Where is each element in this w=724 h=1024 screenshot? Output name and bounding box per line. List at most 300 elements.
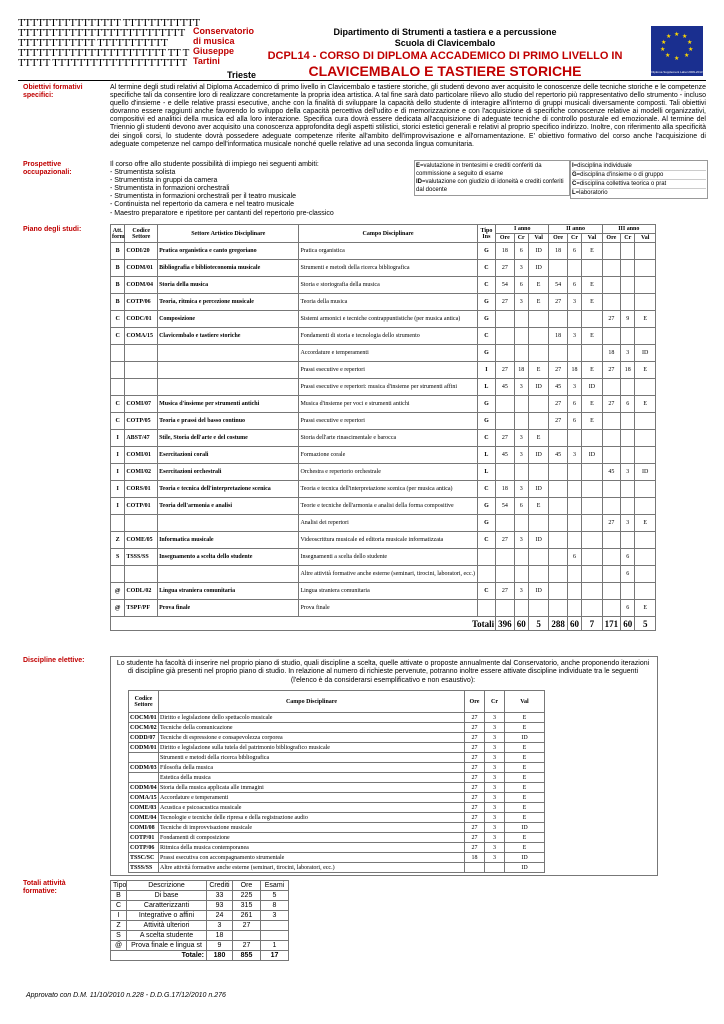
elective-campo: Acustica e psicoacustica musicale [159, 803, 465, 813]
plan-row [111, 464, 656, 481]
ore: 27 [602, 311, 620, 328]
elective-code: CODM/04 [130, 784, 157, 791]
cr [621, 447, 635, 464]
sector-name: Teoria e tecnica dell'interpretazione scenica [158, 481, 299, 498]
sector-name: Insegnamento a scelta dello studente [158, 549, 299, 566]
val: ID [582, 379, 602, 396]
elective-cr: 3 [485, 853, 505, 863]
cr: 18 [567, 362, 581, 379]
elective-campo: Ritmica della musica contemporanea [159, 843, 465, 853]
elective-row [129, 863, 545, 873]
cr [621, 294, 635, 311]
elective-campo: Fondamenti di composizione [159, 833, 465, 843]
val [635, 566, 656, 583]
cr: 6 [621, 549, 635, 566]
ore [496, 549, 514, 566]
cr [621, 260, 635, 277]
sector-name: Musica d'insieme per strumenti antichi [158, 396, 299, 413]
elective-ore [465, 863, 485, 873]
sector-code: COTP/06 [125, 294, 158, 311]
totals-ore: 855 [233, 951, 261, 961]
val [582, 481, 602, 498]
ore [549, 260, 567, 277]
ore [602, 532, 620, 549]
totals-crediti: 93 [207, 901, 233, 911]
tipo: G [477, 311, 495, 328]
sector-code [125, 515, 158, 532]
ore: 27 [496, 260, 514, 277]
elective-ore: 27 [465, 843, 485, 853]
total-value: 288 [549, 617, 567, 631]
val [635, 481, 656, 498]
att-form [111, 515, 125, 532]
val: E [582, 243, 602, 260]
val [635, 532, 656, 549]
cr [567, 345, 581, 362]
val [635, 277, 656, 294]
cr: 18 [514, 362, 528, 379]
tipo: C [477, 481, 495, 498]
sector-code: CODM/01 [125, 260, 158, 277]
tipo: C [477, 260, 495, 277]
department-title: Dipartimento di Strumenti a tastiera e a percussione [333, 27, 557, 37]
elective-code [129, 773, 159, 783]
elective-cr: 3 [485, 753, 505, 763]
campo-name: Orchestra e repertorio orchestrale [299, 464, 477, 481]
sector-name: Prova finale [158, 600, 299, 617]
elective-campo: Diritto e legislazione sulla tutela del patrimonio bibliografico musicale [159, 743, 465, 753]
cr [567, 583, 581, 600]
elective-code: COMI/08 [129, 823, 159, 833]
header-val: Val [582, 234, 602, 243]
totals-descrizione: Attività ulteriori [127, 921, 207, 931]
ore [549, 430, 567, 447]
ore: 27 [496, 532, 514, 549]
elective-row [129, 783, 545, 793]
legend-item [572, 171, 706, 180]
cr: 3 [514, 260, 528, 277]
plan-row [111, 277, 656, 294]
ore [496, 328, 514, 345]
elective-row [129, 803, 545, 813]
header-cr: Cr [621, 234, 635, 243]
ore [496, 566, 514, 583]
val: ID [635, 464, 656, 481]
header-cr: Cr [567, 234, 581, 243]
cr: 3 [514, 532, 528, 549]
ore [496, 345, 514, 362]
elective-campo: Prassi esecutiva con accompagnamento strumentale [159, 853, 465, 863]
legend-text: =valutazione in trentesimi e crediti conferiti da commissione a seguito di esame [416, 163, 542, 177]
campo-name: Prassi esecutive e repertori: musica d'insieme per strumenti affini [299, 379, 477, 396]
val [582, 311, 602, 328]
header-year-3: III anno [602, 225, 655, 234]
campo-name: Altre attività formative anche esterne (seminari, tirocini, laboratori, ecc.) [299, 566, 477, 583]
att-form: I [111, 498, 125, 515]
cr: 3 [514, 430, 528, 447]
att-form: @ [111, 583, 125, 600]
header-ore: Ore [465, 691, 485, 713]
val: ID [528, 447, 549, 464]
elective-val: E [505, 783, 545, 793]
cr: 6 [621, 396, 635, 413]
val: E [635, 311, 656, 328]
elective-campo: Accordature e temperamenti [159, 793, 465, 803]
legend-type [570, 160, 708, 199]
plan-row [111, 260, 656, 277]
elective-label: Discipline elettive: [23, 657, 85, 664]
sector-code: CODL/02 [125, 583, 158, 600]
elective-ore: 27 [465, 763, 485, 773]
plan-label: Piano degli studi: [23, 226, 82, 233]
cr: 9 [621, 311, 635, 328]
ore: 18 [549, 243, 567, 260]
conservatorio-line: Conservatorio [193, 26, 255, 36]
val [635, 379, 656, 396]
att-form: B [111, 294, 125, 311]
cr [621, 277, 635, 294]
elective-ore: 27 [465, 833, 485, 843]
ore [602, 566, 620, 583]
val: E [582, 294, 602, 311]
totals-esami: 5 [261, 891, 289, 901]
total-value: 171 [602, 617, 620, 631]
val [582, 464, 602, 481]
legend-item [572, 180, 706, 189]
elective-ore: 27 [465, 803, 485, 813]
tipo [477, 600, 495, 617]
tipo: G [477, 243, 495, 260]
header-cr: Cr [485, 691, 505, 713]
tipo: G [477, 396, 495, 413]
totals-tipo: C [111, 901, 127, 911]
att-form: C [111, 311, 125, 328]
val: E [582, 328, 602, 345]
ore: 45 [549, 447, 567, 464]
ore [549, 464, 567, 481]
elective-code: TSSS/SS [129, 863, 159, 873]
sector-code: CORS/01 [125, 481, 158, 498]
totals-row [111, 891, 289, 901]
elective-ore: 27 [465, 793, 485, 803]
header-ore: Ore [496, 234, 514, 243]
val [582, 515, 602, 532]
eu-caption: Diploma Supplement Label 2009-2013 [651, 70, 703, 74]
totals-tipo: @ [111, 941, 127, 951]
activity-totals-table [110, 880, 289, 961]
tipo: C [477, 583, 495, 600]
elective-row [129, 733, 545, 743]
ore [549, 481, 567, 498]
val: ID [528, 481, 549, 498]
val [635, 447, 656, 464]
header-codice: Codice Settore [125, 225, 158, 243]
totals-ore [233, 931, 261, 941]
sector-code: TSPF/PF [125, 600, 158, 617]
att-form [111, 362, 125, 379]
val [635, 328, 656, 345]
logo-row: TTTTT TTTTTTTTTTTTTTTTTTTTT [18, 58, 187, 68]
elective-table [128, 690, 545, 873]
header-cr: Cr [514, 234, 528, 243]
sector-code [125, 566, 158, 583]
campo-name: Musica d'insieme per voci e strumenti antichi [299, 396, 477, 413]
study-plan-table [110, 224, 656, 631]
val [528, 345, 549, 362]
val: E [635, 600, 656, 617]
totals-crediti: 180 [207, 951, 233, 961]
elective-val: ID [505, 823, 545, 833]
cr: 3 [621, 515, 635, 532]
prospects-line: - Maestro preparatore e ripetitore per cantanti del repertorio pre-classico [110, 209, 334, 217]
totals-tipo: B [111, 891, 127, 901]
val [528, 413, 549, 430]
elective-cr: 3 [485, 733, 505, 743]
cr: 3 [567, 447, 581, 464]
cr: 6 [621, 566, 635, 583]
totals-ore: 315 [233, 901, 261, 911]
cr [621, 498, 635, 515]
total-value: 60 [514, 617, 528, 631]
conservatorio-line: Tartini [193, 56, 220, 66]
ore: 27 [496, 362, 514, 379]
header-campo: Campo Disciplinare [159, 691, 465, 713]
sector-code: COMA/15 [125, 328, 158, 345]
elective-campo: Estetica della musica [159, 773, 465, 783]
att-form: I [111, 464, 125, 481]
city-name: Trieste [227, 70, 257, 80]
sector-name: Storia della musica [158, 277, 299, 294]
conservatorio-line: di musica [193, 36, 235, 46]
elective-cr: 3 [485, 713, 505, 723]
plan-row [111, 481, 656, 498]
plan-row [111, 515, 656, 532]
plan-row [111, 532, 656, 549]
total-value: 396 [496, 617, 514, 631]
totals-row [111, 911, 289, 921]
sector-code: COMI/01 [125, 447, 158, 464]
totals-tipo: Z [111, 921, 127, 931]
campo-name: Strumenti e metodi della ricerca bibliografica [299, 260, 477, 277]
val [635, 549, 656, 566]
ore [549, 345, 567, 362]
legend-key: G [572, 172, 577, 178]
sector-code: ABST/47 [125, 430, 158, 447]
elective-cr: 3 [485, 743, 505, 753]
header-descrizione: Descrizione [127, 881, 207, 891]
val: E [582, 362, 602, 379]
sector-code: COTP/01 [125, 498, 158, 515]
plan-row [111, 379, 656, 396]
cr [621, 430, 635, 447]
elective-intro: Lo studente ha facoltà di inserire nel proprio piano di studio, quali discipline a scelta, quelle attivate o proposte annualmente dal Conservatorio, anche proponendo iterazioni di discipline già presenti nel proprio piano di studio. In relazione al numero di richieste pervenute, potranno inoltre essere attivate discipline individuate tra le seguenti (l'elenco è da considerarsi esemplificativo e non esaustivo): [116, 660, 650, 684]
val [582, 260, 602, 277]
cr [567, 566, 581, 583]
legend-key: ID [416, 179, 422, 185]
sector-name: Teoria e prassi del basso continuo [158, 413, 299, 430]
prospects-line: - Strumentista in formazioni orchestrali per il teatro musicale [110, 193, 296, 201]
totals-ore: 261 [233, 911, 261, 921]
val [635, 294, 656, 311]
elective-code: COCM/02 [130, 724, 157, 731]
tipo: G [477, 515, 495, 532]
header-tipo: Tipo [111, 881, 127, 891]
ore [602, 583, 620, 600]
ore [602, 549, 620, 566]
plan-row [111, 328, 656, 345]
elective-ore: 27 [465, 773, 485, 783]
tipo: C [477, 430, 495, 447]
totals-row [111, 941, 289, 951]
sector-name: Esercitazioni orchestrali [158, 464, 299, 481]
prospects-line: - Strumentista solista [110, 169, 176, 177]
elective-val: E [505, 713, 545, 723]
val [582, 583, 602, 600]
ore [549, 498, 567, 515]
ore [496, 515, 514, 532]
elective-campo: Filosofia della musica [159, 763, 465, 773]
elective-row [129, 773, 545, 783]
ore: 18 [496, 481, 514, 498]
att-form: B [111, 243, 125, 260]
att-form: I [111, 430, 125, 447]
ore: 27 [602, 396, 620, 413]
tipo: C [477, 328, 495, 345]
ore [602, 379, 620, 396]
ore [602, 498, 620, 515]
tipo: L [477, 464, 495, 481]
tipo: L [477, 447, 495, 464]
totals-tipo: I [111, 911, 127, 921]
logo-row: TTTTTTTTTTTTTTTTTTTTTTTTTT [18, 28, 185, 38]
ore [549, 566, 567, 583]
total-value: 5 [635, 617, 656, 631]
ore: 27 [549, 413, 567, 430]
ore: 45 [496, 379, 514, 396]
ore: 27 [496, 583, 514, 600]
conservatorio-name [193, 26, 254, 66]
att-form: Z [111, 532, 125, 549]
elective-cr: 3 [485, 793, 505, 803]
totals-ore: 225 [233, 891, 261, 901]
ore [602, 481, 620, 498]
sector-name: Stile, Storia dell'arte e del costume [158, 430, 299, 447]
elective-cr: 3 [485, 803, 505, 813]
cr [514, 328, 528, 345]
header-tipo: Tipo Ins [477, 225, 495, 243]
elective-campo: Tecniche di espressione e consapevolezza corporea [159, 733, 465, 743]
plan-row [111, 549, 656, 566]
totals-total-label: Totale: [111, 951, 207, 961]
att-form [111, 345, 125, 362]
totals-esami: 1 [261, 941, 289, 951]
tipo: C [477, 532, 495, 549]
elective-code: COCM/01 [130, 714, 157, 721]
plan-row [111, 447, 656, 464]
elective-ore: 27 [465, 723, 485, 733]
ore: 54 [496, 498, 514, 515]
ore: 27 [549, 362, 567, 379]
sector-name: Esercitazioni corali [158, 447, 299, 464]
val [635, 430, 656, 447]
att-form: C [111, 396, 125, 413]
ore [549, 515, 567, 532]
cr: 6 [567, 413, 581, 430]
val: E [582, 396, 602, 413]
cr [567, 532, 581, 549]
elective-val: ID [505, 733, 545, 743]
cr [621, 243, 635, 260]
ore: 18 [496, 243, 514, 260]
elective-code: COME/04 [129, 813, 159, 823]
cr: 6 [621, 600, 635, 617]
elective-code: TSSC/SC [129, 853, 159, 863]
ore [602, 328, 620, 345]
ore [602, 430, 620, 447]
val: ID [528, 379, 549, 396]
campo-name: Storia dell'arte rinascimentale e barocca [299, 430, 477, 447]
val: ID [528, 243, 549, 260]
elective-ore: 18 [465, 853, 485, 863]
sector-code: CODM/04 [125, 277, 158, 294]
cr [514, 396, 528, 413]
totals-crediti: 9 [207, 941, 233, 951]
sector-name [158, 566, 299, 583]
plan-row [111, 311, 656, 328]
campo-name: Teoria della musica [299, 294, 477, 311]
cr: 3 [514, 294, 528, 311]
plan-row [111, 498, 656, 515]
elective-row [129, 713, 545, 723]
logo-row: TTTTTTTTTTTTTTTTTTTTTTT TT T [18, 48, 190, 58]
val [528, 515, 549, 532]
ore [602, 413, 620, 430]
val: E [528, 277, 549, 294]
totals-descrizione: Caratterizzanti [127, 901, 207, 911]
sector-name [158, 379, 299, 396]
campo-name: Formazione corale [299, 447, 477, 464]
totals-descrizione: A scelta studente [127, 931, 207, 941]
att-form: B [111, 277, 125, 294]
header-codice: Codice Settore [129, 691, 159, 713]
plan-row [111, 345, 656, 362]
prospects-line: - Strumentista in formazioni orchestrali [110, 185, 230, 193]
val: ID [528, 260, 549, 277]
ore: 27 [602, 515, 620, 532]
ore [496, 396, 514, 413]
elective-ore: 27 [465, 753, 485, 763]
ore [602, 600, 620, 617]
totals-descrizione: Integrative o affini [127, 911, 207, 921]
elective-row [129, 853, 545, 863]
plan-row [111, 600, 656, 617]
legend-text: =disciplina collettiva teorica o prat [576, 181, 667, 187]
val [635, 498, 656, 515]
elective-campo: Tecniche di improvvisazione musicale [159, 823, 465, 833]
cr: 6 [514, 498, 528, 515]
cr: 6 [514, 243, 528, 260]
legend-key: C [572, 181, 577, 187]
cr: 6 [567, 277, 581, 294]
logo-row: TTTTTTTTTTTTTTTT TTTTTTTTTTTT [18, 18, 200, 28]
cr: 3 [567, 379, 581, 396]
att-form [111, 566, 125, 583]
elective-ore: 27 [465, 743, 485, 753]
val [528, 600, 549, 617]
ore [549, 549, 567, 566]
legend-key: E [416, 163, 421, 169]
legend-text: =disciplina individuale [573, 163, 632, 169]
